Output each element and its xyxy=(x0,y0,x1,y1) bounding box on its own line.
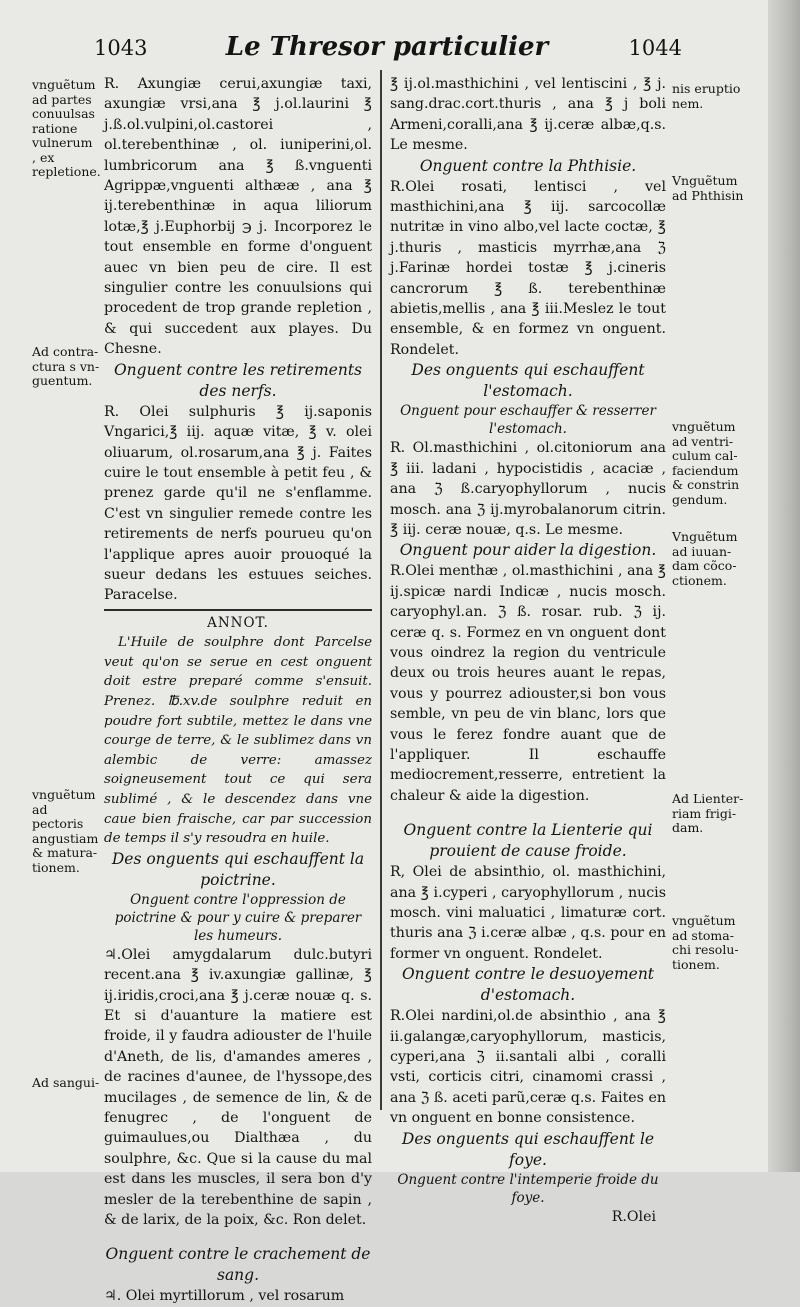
recipe-paragraph: R. Ol.masthichini , ol.citoniorum ana ℥ iii. ladani , hypocistidis , acaciæ , ana ℨ ß.caryophyllorum , nucis mosch. ana ℨ ij.myrobalanorum citrin. ℥ iij. ceræ nouæ, q.s. Le mesme. xyxy=(390,440,666,538)
margin-note: Vnguẽtum ad iuuan-dam cõco-ctionem. xyxy=(672,529,738,588)
margin-note: vnguẽtum ad partes conuulsas ratione vulnerum , ex repletione. xyxy=(32,77,101,179)
margin-note: vnguẽtum ad ventri-culum cal-faciendum & constrin gendum. xyxy=(672,419,740,507)
recipe-paragraph: R. Axungiæ cerui,axungiæ taxi, axungiæ vrsi,ana ℥ j.ol.laurini ℥ j.ß.ol.vulpini,ol.castorei , ol.terebenthinæ , ol. iuniperini,ol. lumbricorum ana ℥ ß.vnguenti Agrippæ,vnguenti althææ , ana ℥ ij.terebenthinæ in aqua liliorum lotæ,℥ j.Euphorbij ℈ j. Incorporez le tout ensemble en forme d'onguent auec vn bien peu de cire. Il est singulier contre les conuulsions qui procedent de trop grande repletion , & qui succedent aux playes. Du Chesne. xyxy=(104,76,372,358)
recipe-paragraph: ♃. Olei myrtillorum , vel rosarum xyxy=(104,1288,345,1305)
section-heading: Onguent pour aider la digestion. xyxy=(399,541,657,560)
recipe-paragraph: R.Olei nardini,ol.de absinthio , ana ℥ ii.galangæ,caryophyllorum, masticis, cyperi,ana ℨ ii.santali albi , coralli vsti, corticis citri, cinamomi crassi , ana ℨ ß. aceti parũ,ceræ q.s. Faites en vn onguent en bonne consistence. xyxy=(390,1008,666,1127)
margin-note: Ad Lienter-riam frigi-dam. xyxy=(672,791,744,835)
section-heading: Onguent contre la Lienterie qui prouient de cause froide. xyxy=(403,821,653,861)
margin-note: nis eruptio nem. xyxy=(672,81,741,111)
running-title: Le Thresor particulier xyxy=(225,32,549,62)
section-heading: Des onguents qui eschauffent l'estomach. xyxy=(411,361,645,401)
section-heading: Onguent contre le desuoyement d'estomach. xyxy=(401,965,655,1005)
running-header xyxy=(92,30,682,70)
right-page-number: 1044 xyxy=(628,36,682,60)
margin-note: Ad contra-ctura s vn-guentum. xyxy=(32,344,100,388)
rule xyxy=(104,609,372,611)
recipe-paragraph: R. Olei sulphuris ℥ ij.saponis Vngarici,℥ iij. aquæ vitæ, ℥ v. olei oliuarum, ol.rosarum,ana ℥ j. Faites cuire le tout ensemble à petit feu , & prenez garde qu'il ne s'enflamme. C'est vn singulier remede contre les retirements de nerfs pourueu qu'on l'applique apres auoir prouoqué la sueur dedans les estuues seiches. Paracelse. xyxy=(104,403,372,604)
annotation-text: L'Huile de soulphre dont Parcelse veut qu'on se serue en cest onguent doit estre preparé comme s'ensuit. Prenez. ℔.xv.de soulphre reduit en poudre fort subtile, mettez le dans vne courge de terre, & le sublimez dans vn alembic de verre: amassez soigneusement tout ce qui sera sublimé , & le descendez dans vne caue bien fraische, car par succession de temps il s'y resoudra en huile. xyxy=(104,635,372,847)
catchword: R.Olei xyxy=(611,1208,656,1225)
section-heading: Onguent contre la Phthisie. xyxy=(419,156,637,175)
left-column xyxy=(104,74,372,1307)
margin-note: vnguẽtum ad stoma-chi resolu-tionem. xyxy=(672,913,739,972)
section-heading: Onguent contre le crachement de sang. xyxy=(105,1245,371,1285)
left-page-number: 1043 xyxy=(94,36,148,60)
annotation-label: ANNOT. xyxy=(207,614,269,631)
recipe-paragraph: ℥ ij.ol.masthichini , vel lentiscini , ℥ j. sang.drac.cort.thuris , ana ℥ j boli Armeni,coralli,ana ℥ ij.ceræ albæ,q.s. Le mesme. xyxy=(390,76,666,154)
subsection-heading: Onguent contre l'oppression de poictrine & pour y cuire & preparer les humeurs. xyxy=(114,891,362,944)
section-heading: Des onguents qui eschauffent le foye. xyxy=(401,1129,655,1169)
recipe-paragraph: ♃.Olei amygdalarum dulc.butyri recent.ana ℥ iv.axungiæ gallinæ, ℥ ij.iridis,croci,ana ℥ j.ceræ nouæ q. s. Et si d'auanture la matiere est froide, il y faudra adiouster de l'huile d'Aneth, de lis, d'amandes ameres , de racines d'aunee, de l'hyssope,des mucilages , de semence de lin, & de fenugrec , de l'onguent de guimaulues,ou Dialthæa , du soulphre, &c. Que si la cause du mal est dans les muscles, il sera bon d'y mesler de la terebenthine de sapin , & de larix, de la poix, &c. Ron delet. xyxy=(104,946,372,1228)
recipe-paragraph: R.Olei rosati, lentisci , vel masthichini,ana ℥ iij. sarcocollæ nutritæ in vino albo,vel lacte coctæ, ℥ j.thuris , masticis myrrhæ,ana ℨ j.Farinæ hordei tostæ ℥ j.cineris cancrorum ℥ ß. terebenthinæ abietis,mellis , ana ℥ iii.Meslez le tout ensemble, & en formez vn onguent. Rondelet. xyxy=(390,178,666,358)
section-heading: Des onguents qui eschauffent la poictrine. xyxy=(111,849,365,889)
recipe-paragraph: R, Olei de absinthio, ol. masthichini, ana ℥ i.cyperi , caryophyllorum , nucis mosch. vini maluatici , limaturæ cort. thuris ana ℨ i.ceræ albæ , q.s. pour en former vn onguent. Rondelet. xyxy=(390,864,666,962)
subsection-heading: Onguent contre l'intemperie froide du foye. xyxy=(397,1171,659,1206)
margin-note: Ad sangui- xyxy=(32,1075,100,1090)
section-heading: Onguent contre les retirements des nerfs. xyxy=(113,360,363,400)
recipe-paragraph: R.Olei menthæ , ol.masthichini , ana ℥ ij.spicæ nardi Indicæ , nucis mosch. caryophyl.an. ℨ ß. rosar. rub. ℨ ij. ceræ q. s. Formez en vn onguent dont vous oindrez la region du ventricule deux ou trois heures auant le repas, vous y pourrez adiouster,si bon vous semble, vn peu de vin blanc, lors que vous le ferez fondre auant que de l'appliquer. Il eschauffe mediocrement,resserre, entretient la chaleur & aide la digestion. xyxy=(390,563,666,804)
subsection-heading: Onguent pour eschauffer & resserrer l'estomach. xyxy=(400,403,656,438)
margin-note: Vnguẽtum ad Phthisin xyxy=(672,173,744,203)
column-divider xyxy=(380,70,382,1110)
margin-note: vnguẽtum ad pectoris angustiam & matura-tionem. xyxy=(32,787,99,875)
page-edge xyxy=(768,0,800,1172)
right-column xyxy=(390,74,666,1227)
